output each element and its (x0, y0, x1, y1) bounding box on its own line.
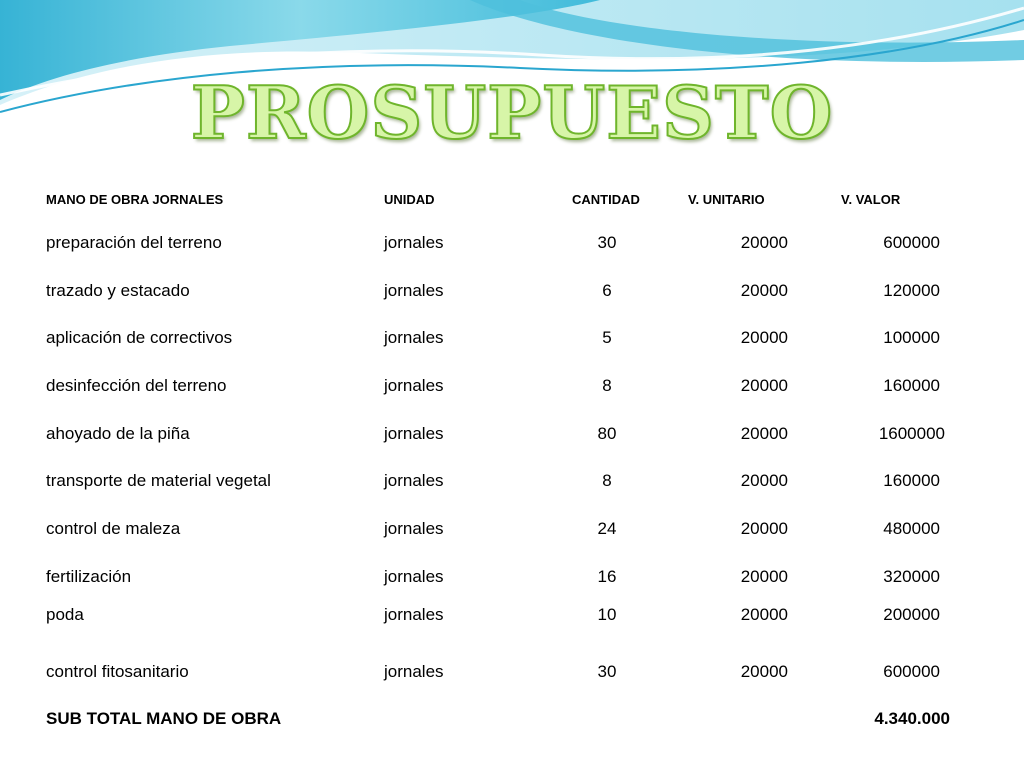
row-value: 480000 (883, 519, 940, 538)
row-unit-price: 20000 (740, 662, 788, 681)
row-qty: 24 (597, 519, 617, 538)
row-unit-price: 20000 (740, 471, 788, 490)
row-unit-price: 20000 (740, 567, 788, 586)
header-value: V. VALOR (841, 192, 901, 207)
row-unit: jornales (384, 281, 444, 300)
row-unit-price: 20000 (740, 519, 788, 538)
row-value: 200000 (883, 605, 940, 624)
row-unit-price: 20000 (740, 424, 788, 443)
row-unit: jornales (384, 471, 444, 490)
row-desc: control fitosanitario (46, 662, 189, 681)
row-unit: jornales (384, 662, 444, 681)
row-value: 160000 (883, 471, 940, 490)
page-title: PROSUPUESTO (190, 70, 834, 155)
row-unit: jornales (384, 424, 444, 443)
row-qty: 80 (597, 424, 617, 443)
row-value: 600000 (883, 662, 940, 681)
row-desc: transporte de material vegetal (46, 471, 271, 490)
row-qty: 30 (597, 233, 617, 252)
row-value: 320000 (883, 567, 940, 586)
row-value: 600000 (883, 233, 940, 252)
row-unit-price: 20000 (740, 328, 788, 347)
table-row (0, 326, 1024, 350)
table-row (0, 231, 1024, 255)
row-desc: poda (46, 605, 84, 624)
table-row (0, 517, 1024, 541)
row-unit: jornales (384, 233, 444, 252)
table-row (0, 279, 1024, 303)
row-value: 100000 (883, 328, 940, 347)
header-qty: CANTIDAD (572, 192, 640, 207)
row-desc: ahoyado de la piña (46, 424, 190, 443)
subtotal-row (0, 707, 1024, 731)
row-desc: aplicación de correctivos (46, 328, 233, 347)
row-qty: 6 (602, 281, 612, 300)
row-unit-price: 20000 (740, 233, 788, 252)
row-qty: 10 (597, 605, 617, 624)
row-value: 1600000 (878, 424, 945, 443)
row-qty: 30 (597, 662, 617, 681)
row-qty: 8 (602, 471, 612, 490)
row-unit: jornales (384, 605, 444, 624)
row-qty: 8 (602, 376, 612, 395)
table-row (0, 603, 1024, 627)
row-unit: jornales (384, 567, 444, 586)
row-unit-price: 20000 (740, 281, 788, 300)
row-desc: trazado y estacado (46, 281, 190, 300)
row-desc: preparación del terreno (46, 233, 222, 252)
header-unit: UNIDAD (384, 192, 435, 207)
subtotal-label: SUB TOTAL MANO DE OBRA (46, 709, 282, 728)
row-qty: 5 (602, 328, 612, 347)
subtotal-value: 4.340.000 (874, 709, 950, 728)
table-row (0, 374, 1024, 398)
table-row (0, 422, 1024, 446)
row-desc: control de maleza (46, 519, 181, 538)
header-unit-price: V. UNITARIO (688, 192, 765, 207)
row-unit: jornales (384, 328, 444, 347)
header-desc: MANO DE OBRA JORNALES (46, 192, 224, 207)
row-desc: desinfección del terreno (46, 376, 227, 395)
table-row (0, 469, 1024, 493)
table-header (0, 188, 1024, 212)
row-qty: 16 (597, 567, 617, 586)
row-unit-price: 20000 (740, 605, 788, 624)
row-value: 160000 (883, 376, 940, 395)
row-desc: fertilización (46, 567, 132, 586)
table-row (0, 565, 1024, 589)
row-unit: jornales (384, 376, 444, 395)
row-value: 120000 (883, 281, 940, 300)
table-row (0, 660, 1024, 684)
row-unit-price: 20000 (740, 376, 788, 395)
row-unit: jornales (384, 519, 444, 538)
